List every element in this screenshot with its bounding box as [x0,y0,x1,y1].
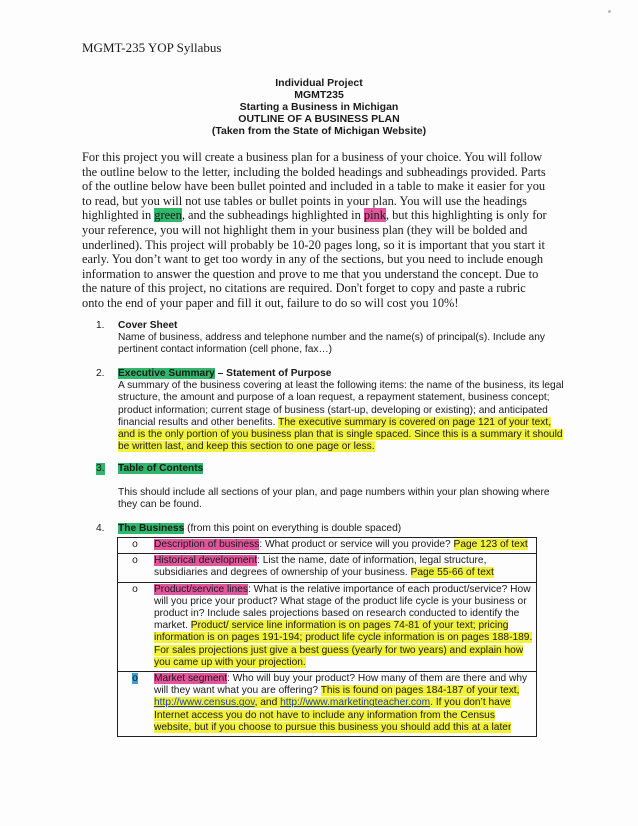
intro-paragraph [82,150,550,311]
intro-text: , and the subheadings highlighted in [181,208,364,223]
section-body-highlight: The executive summary is covered on page 121 of your text, and is the only portion of you business plan that is single spaced. Since this is a summary it should be written last, and keep this section to one page or less. [118,416,563,453]
title-line: MGMT235 [294,89,344,101]
intro-text: , but this highlighting is only for your reference, you will not highlight them in your business plan (they will be bolded and underlined). This project will probably be 10-20 pages long, so it is important that you start it early. You don’t want to get too wordy in any of the sections, but you need to include enough information to answer the question and prove to me that you understand the concept. Due to the nature of this project, no citations are required. Don't forget to copy and paste a rubric onto the end of your paper and fill it out, failure to do so will cost you 10%! [82,208,547,310]
subheading: Description of business [154,539,260,550]
section-cover-sheet [96,320,566,357]
subsection-text: : List the name, date of information, legal structure, subsidiaries and degrees of ownership of your business. [154,555,487,579]
census-link[interactable]: http://www.census.gov [154,697,255,709]
section-the-business [96,523,566,535]
title-line: Starting a Business in Michigan [239,101,399,113]
section-heading: Cover Sheet [118,320,178,331]
subsection-highlight: This is found on pages 184-187 of your text, [320,685,520,697]
document-title [0,77,638,137]
subsection-text: : Who will buy your product? How many of them are there and why will they want what you are offering? [154,673,528,697]
intro-text: For this project you will create a business plan for a business of your choice. You will follow the outline below to the letter, including the bolded headings and subheadings provided. Parts of the outline below have been bullet pointed and included in a table to make it easier for you to read, but you will not use tables or bullet points in your plan. You will use the headings highlighted in [82,150,546,223]
subsection-highlight: Page 55-66 of text [410,567,494,579]
subheading: Historical development [154,555,258,567]
section-heading-suffix: – Statement of Purpose [214,368,332,379]
title-line: Individual Project [275,77,363,89]
section-number: 1. [96,320,105,331]
section-body: A summary of the business covering at least the following items: the name of the business, its legal structure, the amount and purpose of a loan request, a repayment statement, business concept; product information; current stage of business (start-up, developing or existing); and anticipated financial results and other benefits. [118,380,564,428]
section-body: Name of business, address and telephone number and the name(s) of principal(s). Include any pertinent contact information (cell phone, fax…) [118,332,545,356]
subheading: Product/service lines [154,583,248,595]
business-subsections-table [117,537,537,737]
title-line: (Taken from the State of Michigan Website) [211,125,427,137]
subsection-highlight: , and [254,697,281,709]
section-number: 4. [96,523,105,534]
section-number: 3. [96,463,105,474]
section-heading: Table of Contents [118,463,204,474]
section-heading-suffix: (from this point on everything is double spaced) [184,523,402,534]
section-number: 2. [96,368,105,379]
subsection-highlight: Page 123 of text [453,539,528,550]
marketingteacher-link[interactable]: http://www.marketingteacher.com [280,697,431,709]
title-line: OUTLINE OF A BUSINESS PLAN [238,113,400,125]
pink-highlight-word: pink [363,208,386,223]
table-row [118,672,537,737]
table-row [118,554,537,582]
section-table-of-contents [96,463,566,512]
page-header: MGMT-235 YOP Syllabus [82,40,222,55]
subsection-highlight: Product/ service line information is on pages 74-81 of your text; pricing information is on pages 191-194; product life cycle information is on pages 188-189. For sales projections just give a best guess (yearly for two years) and explain how you came up with your projection. [154,620,533,668]
table-row [118,582,537,671]
bullet: o [118,538,153,554]
subheading: Market segment [154,673,228,685]
green-highlight-word: green [154,208,182,223]
bullet: o [118,582,153,671]
bullet: o [132,673,138,685]
subsection-text: : What is the relative importance of each product/service? How will you price your product? What stage of the product life cycle is your business or product in? Include sales projections based on research conducted to identify the market. [154,583,531,632]
subsection-highlight: . If you don’t have Internet access you do not have to include any information from the Census website, but if you choose to pursue this business you should add this at a later [154,697,512,733]
section-heading: The Business [118,523,185,534]
scan-speck [608,10,611,13]
bullet: o [118,554,153,582]
section-executive-summary [96,368,566,453]
subsection-text: : What product or service will you provide? [259,539,454,550]
section-body: This should include all sections of your plan, and page numbers within your plan showing where they can be found. [118,487,550,511]
section-heading: Executive Summary [118,368,215,379]
table-row [118,538,537,554]
